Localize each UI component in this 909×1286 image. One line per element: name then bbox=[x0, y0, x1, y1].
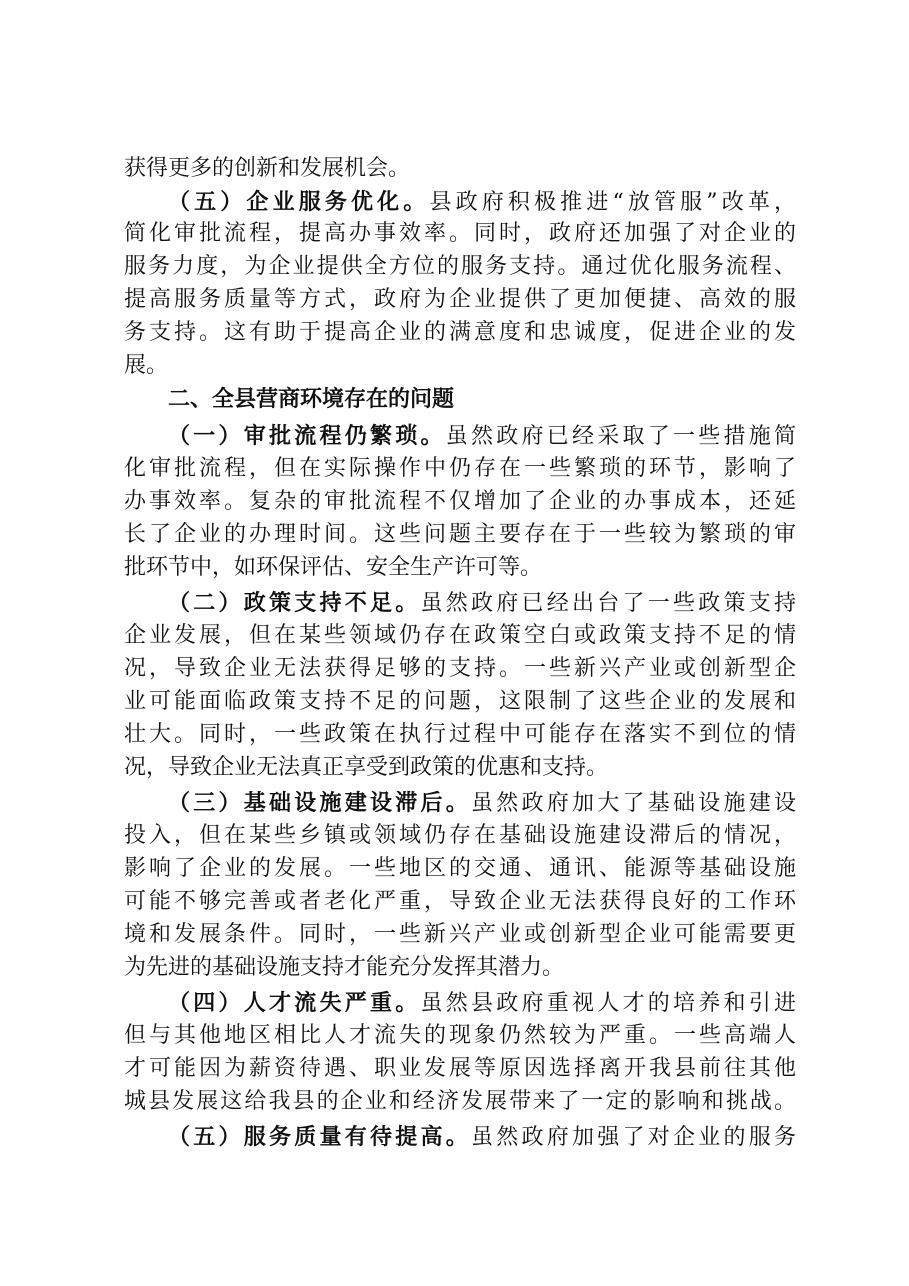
section-paragraph-start: （五）服务质量有待提高。虽然政府加强了对企业的服务 bbox=[168, 1124, 796, 1150]
body-text-line: 可能不够完善或者老化严重，导致企业无法获得良好的工作环 bbox=[124, 889, 796, 914]
body-text-line: 但与其他地区相比人才流失的现象仍然较为严重。一些高端人 bbox=[124, 1023, 796, 1048]
body-text-line: 影响了企业的发展。一些地区的交通、通讯、能源等基础设施 bbox=[124, 856, 796, 881]
body-text-line: 批环节中，如环保评估、安全生产许可等。 bbox=[124, 555, 543, 580]
body-text-line: 办事效率。复杂的审批流程不仅增加了企业的办事成本，还延 bbox=[124, 489, 796, 514]
body-text-line: 展。 bbox=[124, 353, 169, 378]
body-text-line: 提高服务质量等方式，政府为企业提供了更加便捷、高效的服 bbox=[124, 287, 796, 312]
body-text-line: 城县发展这给我县的企业和经济发展带来了一定的影响和挑战。 bbox=[124, 1089, 796, 1114]
section-paragraph-start: （二）政策支持不足。虽然政府已经出台了一些政策支持 bbox=[168, 590, 796, 616]
body-text-line: 简化审批流程，提高办事效率。同时，政府还加强了对企业的 bbox=[124, 221, 796, 246]
body-text-line: 况，导致企业无法获得足够的支持。一些新兴产业或创新型企 bbox=[124, 656, 796, 681]
section-paragraph-start: （五）企业服务优化。县政府积极推进“放管服”改革， bbox=[168, 189, 796, 215]
body-text-line: 况，导致企业无法真正享受到政策的优惠和支持。 bbox=[124, 755, 609, 780]
paragraph-lead: （四）人才流失严重。 bbox=[168, 990, 421, 1016]
body-text-line: 投入，但在某些乡镇或领域仍存在基础设施建设滞后的情况， bbox=[124, 823, 796, 848]
section-paragraph-start: （三）基础设施建设滞后。虽然政府加大了基础设施建设 bbox=[168, 790, 796, 816]
body-text-line: 务支持。这有助于提高企业的满意度和忠诚度，促进企业的发 bbox=[124, 320, 796, 345]
body-text-line: 获得更多的创新和发展机会。 bbox=[124, 156, 411, 181]
section-heading: 二、全县营商环境存在的问题 bbox=[168, 387, 455, 412]
body-text-line: 企业发展，但在某些领域仍存在政策空白或政策支持不足的情 bbox=[124, 623, 796, 648]
paragraph-lead: （五）服务质量有待提高。 bbox=[168, 1124, 471, 1150]
body-text-line: 才可能因为薪资待遇、职业发展等原因选择离开我县前往其他 bbox=[124, 1056, 796, 1081]
paragraph-lead: （三）基础设施建设滞后。 bbox=[168, 790, 471, 816]
paragraph-lead: （二）政策支持不足。 bbox=[168, 590, 421, 616]
body-text-line: 境和发展条件。同时，一些新兴产业或创新型企业可能需要更 bbox=[124, 922, 796, 947]
paragraph-lead: （一）审批流程仍繁琐。 bbox=[168, 423, 446, 449]
paragraph-lead: （五）企业服务优化。 bbox=[168, 189, 430, 215]
body-text-line: 服务力度，为企业提供全方位的服务支持。通过优化服务流程、 bbox=[124, 254, 796, 279]
section-paragraph-start: （四）人才流失严重。虽然县政府重视人才的培养和引进 bbox=[168, 990, 796, 1016]
body-text-line: 长了企业的办理时间。这些问题主要存在于一些较为繁琐的审 bbox=[124, 522, 796, 547]
body-text-line: 化审批流程，但在实际操作中仍存在一些繁琐的环节，影响了 bbox=[124, 456, 796, 481]
body-text-line: 壮大。同时，一些政策在执行过程中可能存在落实不到位的情 bbox=[124, 722, 796, 747]
body-text-line: 为先进的基础设施支持才能充分发挥其潜力。 bbox=[124, 955, 565, 980]
section-paragraph-start: （一）审批流程仍繁琐。虽然政府已经采取了一些措施简 bbox=[168, 423, 796, 449]
body-text-line: 业可能面临政策支持不足的问题，这限制了这些企业的发展和 bbox=[124, 689, 796, 714]
